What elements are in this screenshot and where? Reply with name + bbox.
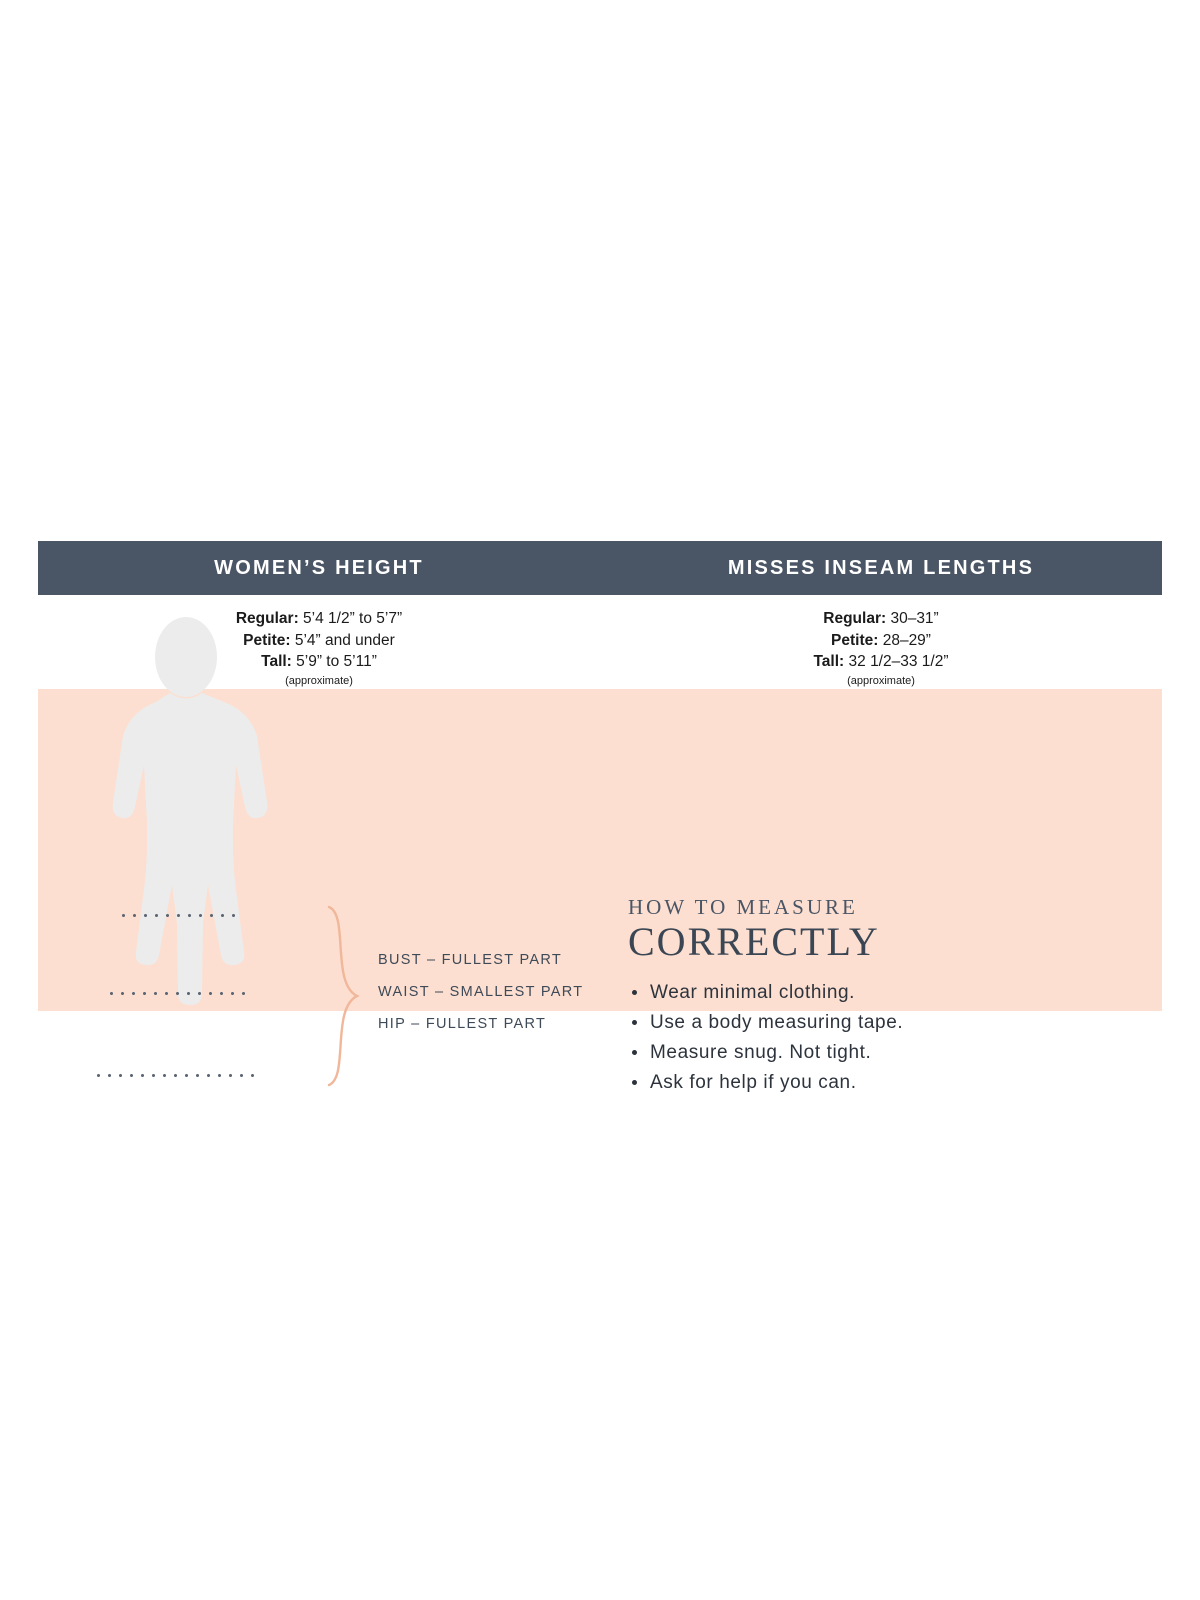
tip-text: Wear minimal clothing. — [650, 982, 856, 1003]
row-label: Petite: — [831, 631, 879, 649]
tip-text: Measure snug. Not tight. — [650, 1042, 872, 1063]
inseam-values-cell — [600, 595, 1162, 689]
bust-measure-line — [118, 914, 240, 917]
how-to-measure-panel — [38, 689, 1162, 1093]
list-item — [628, 1008, 1128, 1038]
row-value: 5’4 1/2” to 5’7” — [303, 610, 403, 627]
list-item — [628, 978, 1128, 1008]
how-to-measure-text — [628, 894, 1128, 1098]
column-header-label: WOMEN’S HEIGHT — [214, 556, 424, 579]
tip-text: Use a body measuring tape. — [650, 1012, 904, 1033]
list-item — [628, 1068, 1128, 1098]
row-label: Petite: — [243, 631, 291, 649]
tip-text: Ask for help if you can. — [650, 1072, 857, 1093]
label-waist: WAIST – SMALLEST PART — [378, 984, 584, 1000]
approximate-note: (approximate) — [285, 674, 353, 687]
row-value: 5’9” to 5’11” — [296, 653, 377, 670]
table-header-row — [38, 541, 1162, 595]
hip-measure-line — [93, 1074, 258, 1077]
measure-point-labels — [378, 944, 638, 1040]
column-header-misses-inseam-lengths — [600, 541, 1162, 595]
size-guide-graphic — [38, 541, 1162, 1093]
waist-measure-line — [106, 992, 246, 995]
row-value: 32 1/2–33 1/2” — [848, 653, 949, 670]
approximate-note: (approximate) — [847, 674, 915, 687]
label-hip: HIP – FULLEST PART — [378, 1016, 547, 1032]
bullet-icon — [632, 1020, 637, 1025]
how-to-measure-headline: CORRECTLY — [628, 919, 880, 964]
list-item — [628, 1038, 1128, 1068]
column-header-label: MISSES INSEAM LENGTHS — [727, 556, 1035, 579]
label-bust: BUST – FULLEST PART — [378, 952, 562, 968]
how-to-measure-kicker: HOW TO MEASURE — [628, 895, 858, 919]
brace-bracket-icon — [323, 905, 363, 1087]
row-value: 28–29” — [882, 631, 931, 649]
row-label: Regular: — [235, 610, 299, 627]
row-value: 5’4” and under — [294, 631, 395, 649]
table-row — [813, 651, 948, 673]
bullet-icon — [632, 1080, 637, 1085]
column-header-womens-height — [38, 541, 600, 595]
table-row — [823, 608, 938, 630]
row-label: Regular: — [823, 610, 887, 627]
bullet-icon — [632, 990, 637, 995]
table-row — [831, 630, 931, 652]
bullet-icon — [632, 1050, 637, 1055]
row-value: 30–31” — [890, 610, 939, 627]
row-label: Tall: — [261, 653, 292, 670]
row-label: Tall: — [813, 653, 845, 670]
female-body-silhouette-icon — [58, 601, 318, 1011]
measuring-tips-list — [628, 978, 1128, 1098]
